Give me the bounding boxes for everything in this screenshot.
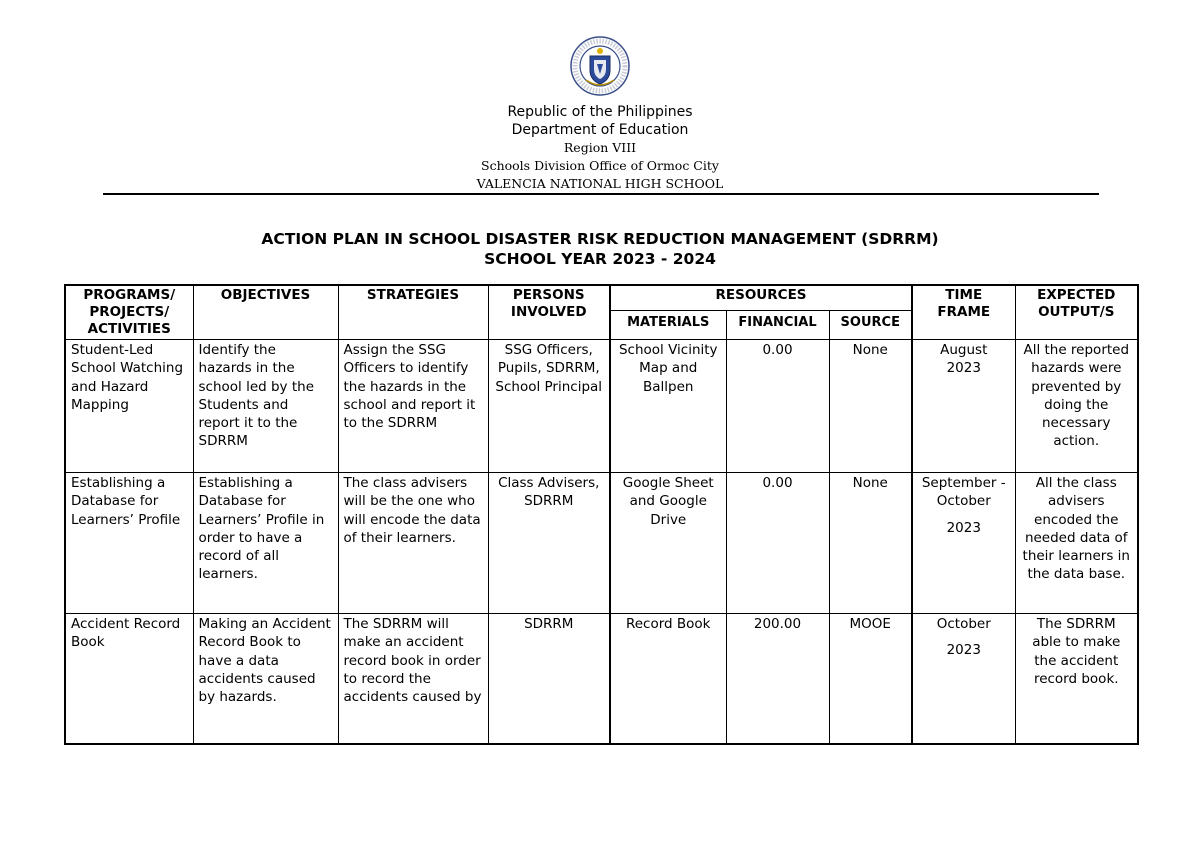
time-frame-year: 2023	[946, 360, 981, 377]
cell-program: Student-Led School Watching and Hazard Mapping	[65, 340, 193, 473]
cell-materials: Google Sheet and Google Drive	[610, 473, 726, 614]
cell-program: Establishing a Database for Learners’ Profile	[65, 473, 193, 614]
cell-strategy: The class advisers will be the one who will encode the data of their learners.	[338, 473, 488, 614]
col-header-strategies: STRATEGIES	[338, 285, 488, 340]
cell-strategy: The SDRRM will make an accident record book in order to record the accidents caused by	[338, 614, 488, 745]
header-school: VALENCIA NATIONAL HIGH SCHOOL	[476, 176, 724, 191]
cell-financial: 0.00	[726, 340, 829, 473]
header-republic: Republic of the Philippines	[507, 104, 693, 120]
table-row	[65, 614, 1138, 745]
title-line-2: SCHOOL YEAR 2023 - 2024	[484, 250, 716, 268]
time-frame-period: October	[936, 616, 991, 632]
time-frame-year: 2023	[946, 519, 981, 536]
cell-strategy: Assign the SSG Officers to identify the hazards in the school and report it to the SDRRM	[338, 340, 488, 473]
cell-materials: School Vicinity Map and Ballpen	[610, 340, 726, 473]
cell-time-frame	[912, 614, 1015, 745]
cell-program: Accident Record Book	[65, 614, 193, 745]
header-divider	[103, 193, 1099, 195]
col-header-financial: FINANCIAL	[726, 310, 829, 339]
time-frame-year: 2023	[946, 642, 981, 659]
cell-source: None	[829, 340, 912, 473]
table-row	[65, 473, 1138, 614]
cell-objective: Identify the hazards in the school led by the Students and report it to the SDRRM	[193, 340, 338, 473]
cell-expected: All the reported hazards were prevented by doing the necessary action.	[1015, 340, 1138, 473]
col-header-resources: RESOURCES	[610, 285, 912, 310]
cell-persons: SSG Officers, Pupils, SDRRM, School Principal	[488, 340, 610, 473]
col-header-expected: EXPECTED OUTPUT/S	[1015, 285, 1138, 340]
cell-persons: SDRRM	[488, 614, 610, 745]
table-row	[65, 340, 1138, 473]
cell-source: None	[829, 473, 912, 614]
header-division: Schools Division Office of Ormoc City	[481, 158, 719, 173]
cell-financial: 200.00	[726, 614, 829, 745]
cell-materials: Record Book	[610, 614, 726, 745]
cell-financial: 0.00	[726, 473, 829, 614]
col-header-persons: PERSONS INVOLVED	[488, 285, 610, 340]
col-header-materials: MATERIALS	[610, 310, 726, 339]
time-frame-period: September - October	[921, 475, 1006, 510]
deped-seal-icon	[570, 36, 630, 96]
cell-source: MOOE	[829, 614, 912, 745]
cell-time-frame	[912, 340, 1015, 473]
time-frame-period: August	[940, 342, 988, 358]
col-header-time-frame: TIME FRAME	[912, 285, 1015, 340]
cell-time-frame	[912, 473, 1015, 614]
cell-expected: The SDRRM able to make the accident record book.	[1015, 614, 1138, 745]
col-header-source: SOURCE	[829, 310, 912, 339]
col-header-objectives: OBJECTIVES	[193, 285, 338, 340]
cell-objective: Establishing a Database for Learners’ Profile in order to have a record of all learners.	[193, 473, 338, 614]
cell-objective: Making an Accident Record Book to have a data accidents caused by hazards.	[193, 614, 338, 745]
document-header	[0, 103, 1200, 193]
document-title	[0, 229, 1200, 269]
cell-persons: Class Advisers, SDRRM	[488, 473, 610, 614]
header-row-1	[65, 285, 1138, 310]
cell-expected: All the class advisers encoded the needed data of their learners in the data base.	[1015, 473, 1138, 614]
title-line-1: ACTION PLAN IN SCHOOL DISASTER RISK REDUCTION MANAGEMENT (SDRRM)	[261, 230, 939, 248]
header-region: Region VIII	[563, 140, 637, 155]
action-plan-table	[64, 284, 1139, 745]
col-header-programs: PROGRAMS/ PROJECTS/ ACTIVITIES	[65, 285, 193, 340]
header-department: Department of Education	[511, 122, 689, 138]
